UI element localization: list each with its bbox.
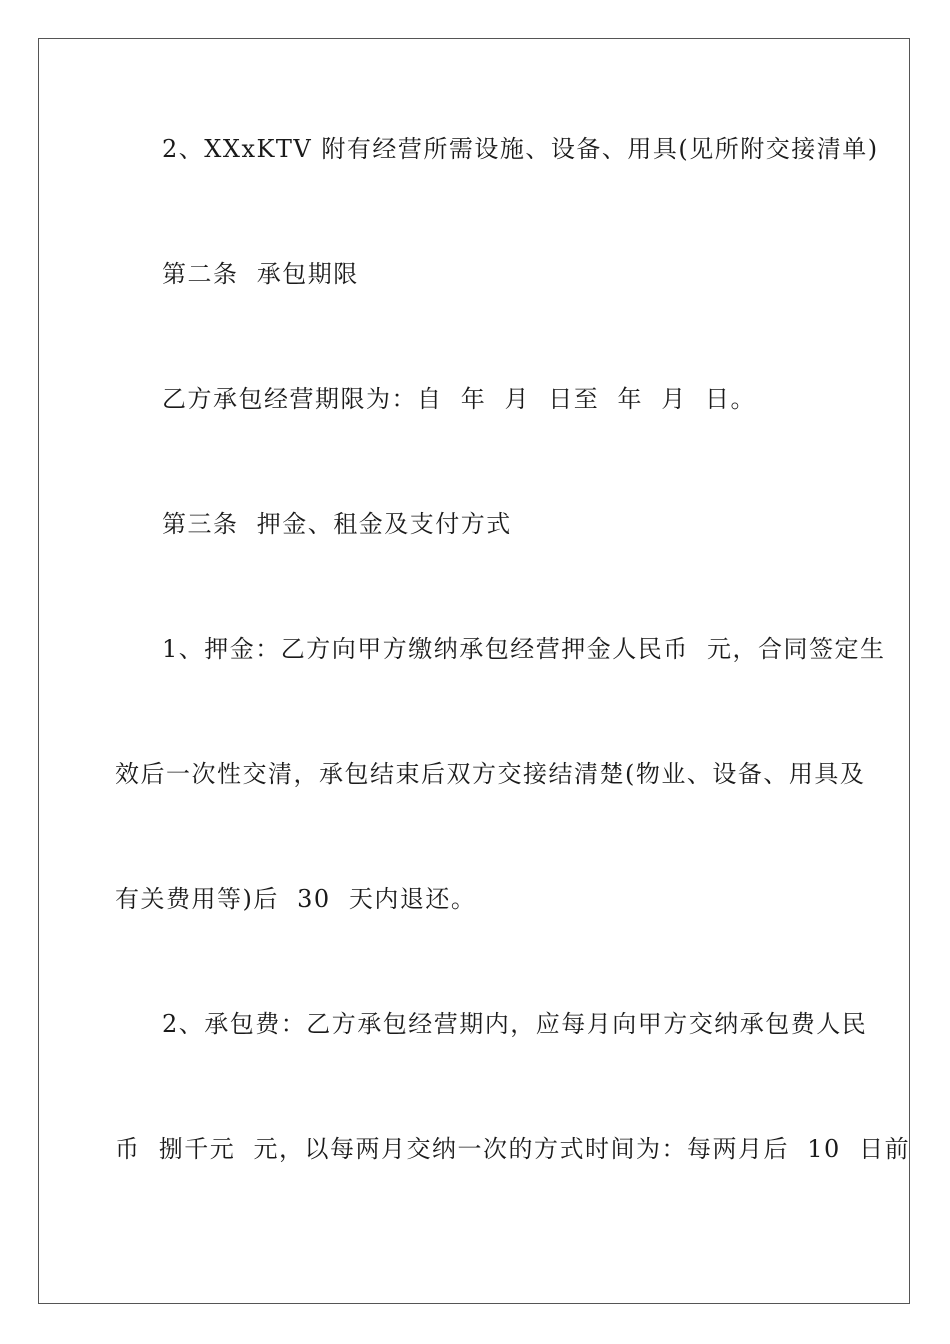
deposit-paragraph-line-3: 有关费用等)后 30 天内退还。: [115, 885, 477, 913]
fee-paragraph-line-1: 2、承包费：乙方承包经营期内，应每月向甲方交纳承包费人民: [162, 1010, 868, 1038]
clause-1-item-2: 2、XXxKTV 附有经营所需设施、设备、用具(见所附交接清单): [162, 135, 879, 163]
deposit-paragraph-line-2: 效后一次性交清，承包结束后双方交接结清楚(物业、设备、用具及: [115, 760, 866, 788]
article-2-heading: 第二条 承包期限: [162, 260, 359, 288]
fee-paragraph-line-2: 币 捌千元 元，以每两月交纳一次的方式时间为：每两月后 10 日前: [115, 1135, 911, 1163]
term-period-text: 乙方承包经营期限为：自 年 月 日至 年 月 日。: [162, 385, 757, 413]
article-3-heading: 第三条 押金、租金及支付方式: [162, 510, 512, 538]
page-border: [38, 38, 910, 1304]
deposit-paragraph-line-1: 1、押金：乙方向甲方缴纳承包经营押金人民币 元，合同签定生: [162, 635, 886, 663]
